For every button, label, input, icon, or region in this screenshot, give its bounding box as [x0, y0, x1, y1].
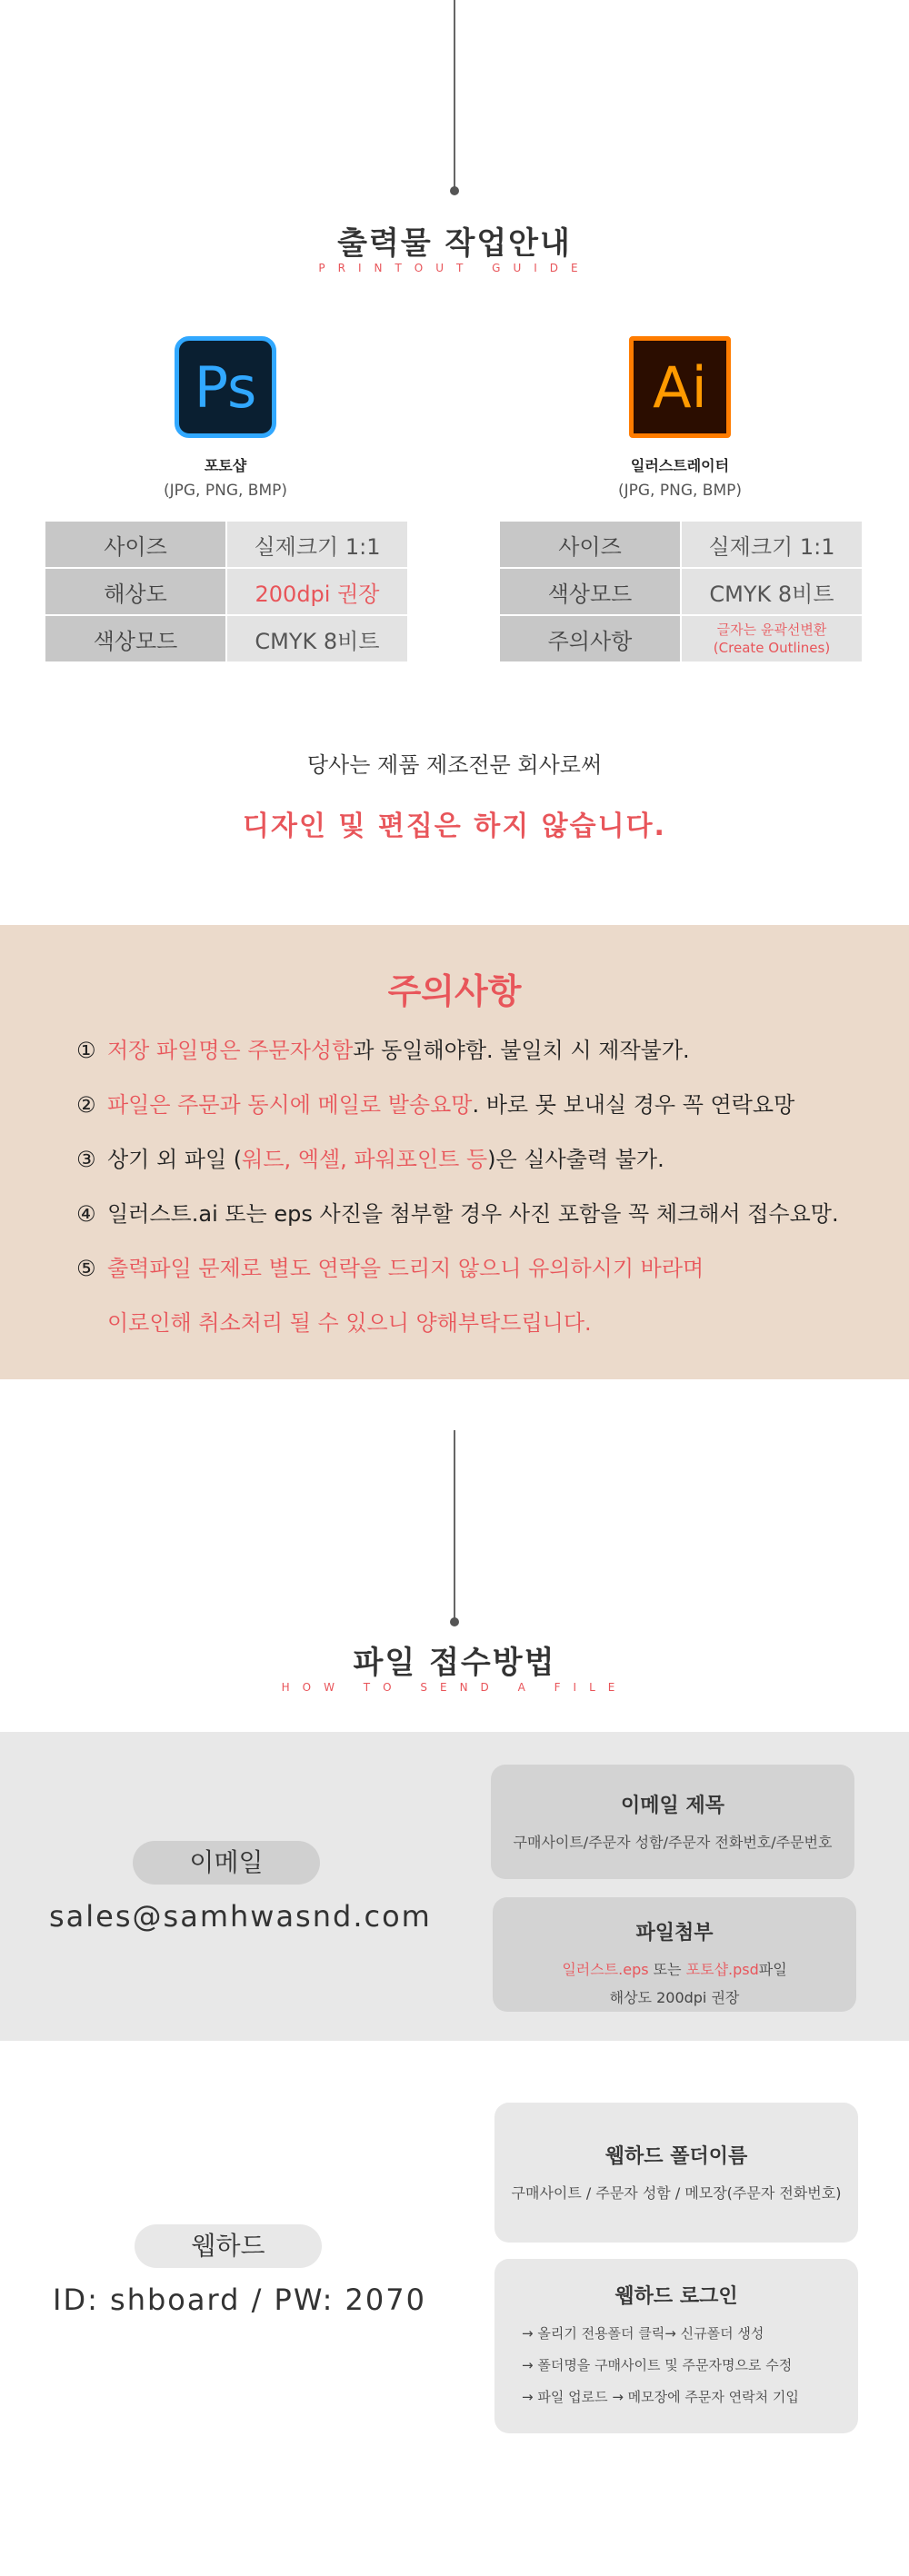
spec-value: 200dpi 권장 — [227, 569, 407, 614]
photoshop-spec-table — [44, 520, 409, 663]
spec-label: 사이즈 — [45, 522, 225, 567]
mid-divider-line — [454, 1430, 455, 1621]
webhard-login-title: 웹하드 로그인 — [614, 2285, 738, 2308]
email-label-pill: 이메일 — [133, 1841, 320, 1885]
outline-note: 글자는 윤곽선변환 — [716, 622, 827, 638]
spec-row-size — [500, 522, 862, 567]
spec-value: 실제크기 1:1 — [227, 522, 407, 567]
spec-row-color — [45, 616, 407, 661]
webhard-label-pill: 웹하드 — [135, 2224, 322, 2268]
top-divider-line — [454, 0, 455, 189]
company-line: 당사는 제품 제조전문 회사로써 — [306, 752, 603, 778]
webhard-account: ID: shboard / PW: 2070 — [53, 2283, 426, 2317]
photoshop-formats: (JPG, PNG, BMP) — [163, 482, 288, 500]
receive-title: 파일 접수방법 — [353, 1645, 556, 1681]
webhard-folder-title: 웹하드 폴더이름 — [604, 2145, 748, 2168]
spec-value: CMYK 8비트 — [227, 616, 407, 661]
mid-divider-dot — [450, 1617, 459, 1626]
notice-item-2: ② 파일은 주문과 동시에 메일로 발송요망. 바로 못 보내실 경우 꼭 연락요망 — [76, 1092, 795, 1118]
illustrator-name: 일러스트레이터 — [630, 457, 730, 474]
printout-subtitle: PRINTOUT GUIDE — [318, 262, 591, 274]
webhard-step-2: → 폴더명을 구매사이트 및 주문자명으로 수정 — [522, 2357, 793, 2373]
receive-subtitle: HOW TO SEND A FILE — [281, 1681, 628, 1694]
spec-row-size — [45, 522, 407, 567]
notice-item-5: ⑤ 출력파일 문제로 별도 연락을 드리지 않으니 유의하시기 바라며 — [76, 1256, 704, 1281]
printout-title: 출력물 작업안내 — [337, 225, 572, 262]
outline-note-en: (Create Outlines) — [713, 640, 831, 656]
top-divider-dot — [450, 186, 459, 195]
email-subject-title: 이메일 제목 — [621, 1795, 724, 1817]
spec-label: 색상모드 — [45, 616, 225, 661]
notice-item-5-continued: 이로인해 취소처리 될 수 있으니 양해부탁드립니다. — [107, 1310, 592, 1336]
illustrator-spec-table — [498, 520, 864, 663]
no-design-line: 디자인 및 편집은 하지 않습니다. — [243, 811, 666, 842]
webhard-step-1: → 올리기 전용폴더 클릭→ 신규폴더 생성 — [522, 2325, 764, 2342]
file-attach-types: 일러스트.eps 또는 포토샵.psd파일 — [562, 1961, 787, 1978]
webhard-folder-card — [494, 2103, 858, 2243]
webhard-folder-text: 구매사이트 / 주문자 성함 / 메모장(주문자 전화번호) — [511, 2184, 842, 2202]
illustrator-formats: (JPG, PNG, BMP) — [617, 482, 743, 500]
spec-value: CMYK 8비트 — [682, 569, 862, 614]
photoshop-icon: Ps — [175, 336, 276, 438]
spec-label: 주의사항 — [500, 616, 680, 661]
webhard-login-card — [494, 2259, 858, 2433]
illustrator-icon: Ai — [629, 336, 731, 438]
spec-label: 사이즈 — [500, 522, 680, 567]
notice-item-4: ④ 일러스트.ai 또는 eps 사진을 첨부할 경우 사진 포함을 꼭 체크해서 접수요망. — [76, 1201, 839, 1227]
file-attach-card — [493, 1897, 856, 2012]
file-attach-title: 파일첨부 — [635, 1922, 714, 1944]
email-address[interactable]: sales@samhwasnd.com — [49, 1899, 432, 1934]
spec-label: 해상도 — [45, 569, 225, 614]
spec-row-color — [500, 569, 862, 614]
notice-title: 주의사항 — [387, 971, 522, 1011]
notice-item-1: ① 저장 파일명은 주문자성함과 동일해야함. 불일치 시 제작불가. — [76, 1038, 690, 1063]
notice-item-3: ③ 상기 외 파일 (워드, 엑셀, 파워포인트 등)은 실사출력 불가. — [76, 1147, 664, 1172]
spec-value: 실제크기 1:1 — [682, 522, 862, 567]
spec-value — [682, 616, 862, 661]
spec-row-caution — [500, 616, 862, 661]
email-subject-text: 구매사이트/주문자 성함/주문자 전화번호/주문번호 — [513, 1834, 833, 1851]
spec-label: 색상모드 — [500, 569, 680, 614]
file-attach-resolution: 해상도 200dpi 권장 — [609, 1989, 740, 2006]
spec-row-resolution — [45, 569, 407, 614]
photoshop-name: 포토샵 — [204, 457, 247, 474]
webhard-step-3: → 파일 업로드 → 메모장에 주문자 연락처 기입 — [522, 2389, 799, 2405]
email-subject-card — [491, 1765, 854, 1879]
